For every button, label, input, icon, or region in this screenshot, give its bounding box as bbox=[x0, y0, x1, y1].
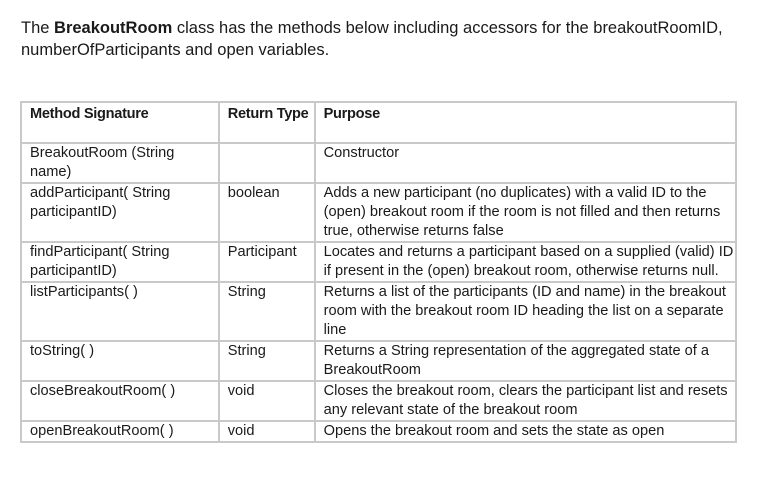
table-row bbox=[21, 421, 736, 442]
purpose-cell: Locates and returns a participant based on a supplied (valid) ID if present in the (open) breakout room, otherwise returns null. bbox=[315, 242, 736, 282]
header-purpose: Purpose bbox=[315, 102, 736, 143]
return-type-cell: void bbox=[219, 421, 315, 442]
method-signature-cell: openBreakoutRoom( ) bbox=[21, 421, 219, 442]
purpose-cell: Opens the breakout room and sets the state as open bbox=[315, 421, 736, 442]
method-signature-cell: listParticipants( ) bbox=[21, 282, 219, 341]
table-row bbox=[21, 143, 736, 183]
methods-table bbox=[20, 101, 737, 443]
return-type-cell: Participant bbox=[219, 242, 315, 282]
return-type-cell: boolean bbox=[219, 183, 315, 242]
method-signature-cell: addParticipant( String participantID) bbox=[21, 183, 219, 242]
table-header-row bbox=[21, 102, 736, 143]
intro-suffix: class has the methods below including accessors for the breakoutRoomID, numberOfParticipants and open variables. bbox=[21, 19, 723, 59]
table-row bbox=[21, 381, 736, 421]
purpose-cell: Adds a new participant (no duplicates) with a valid ID to the (open) breakout room if the room is not filled and then returns true, otherwise returns false bbox=[315, 183, 736, 242]
purpose-cell: Constructor bbox=[315, 143, 736, 183]
purpose-cell: Closes the breakout room, clears the participant list and resets any relevant state of the breakout room bbox=[315, 381, 736, 421]
method-signature-cell: BreakoutRoom (String name) bbox=[21, 143, 219, 183]
return-type-cell: String bbox=[219, 341, 315, 381]
intro-class-name: BreakoutRoom bbox=[54, 19, 173, 37]
return-type-cell: String bbox=[219, 282, 315, 341]
method-signature-cell: toString( ) bbox=[21, 341, 219, 381]
table-row bbox=[21, 341, 736, 381]
return-type-cell bbox=[219, 143, 315, 183]
table-row bbox=[21, 242, 736, 282]
purpose-cell: Returns a list of the participants (ID and name) in the breakout room with the breakout room ID heading the list on a separate line bbox=[315, 282, 736, 341]
return-type-cell: void bbox=[219, 381, 315, 421]
method-signature-cell: closeBreakoutRoom( ) bbox=[21, 381, 219, 421]
header-method-signature: Method Signature bbox=[21, 102, 219, 143]
intro-paragraph bbox=[21, 17, 741, 61]
table-row bbox=[21, 183, 736, 242]
table-row bbox=[21, 282, 736, 341]
purpose-cell: Returns a String representation of the aggregated state of a BreakoutRoom bbox=[315, 341, 736, 381]
header-return-type: Return Type bbox=[219, 102, 315, 143]
method-signature-cell: findParticipant( String participantID) bbox=[21, 242, 219, 282]
intro-prefix: The bbox=[21, 19, 55, 37]
